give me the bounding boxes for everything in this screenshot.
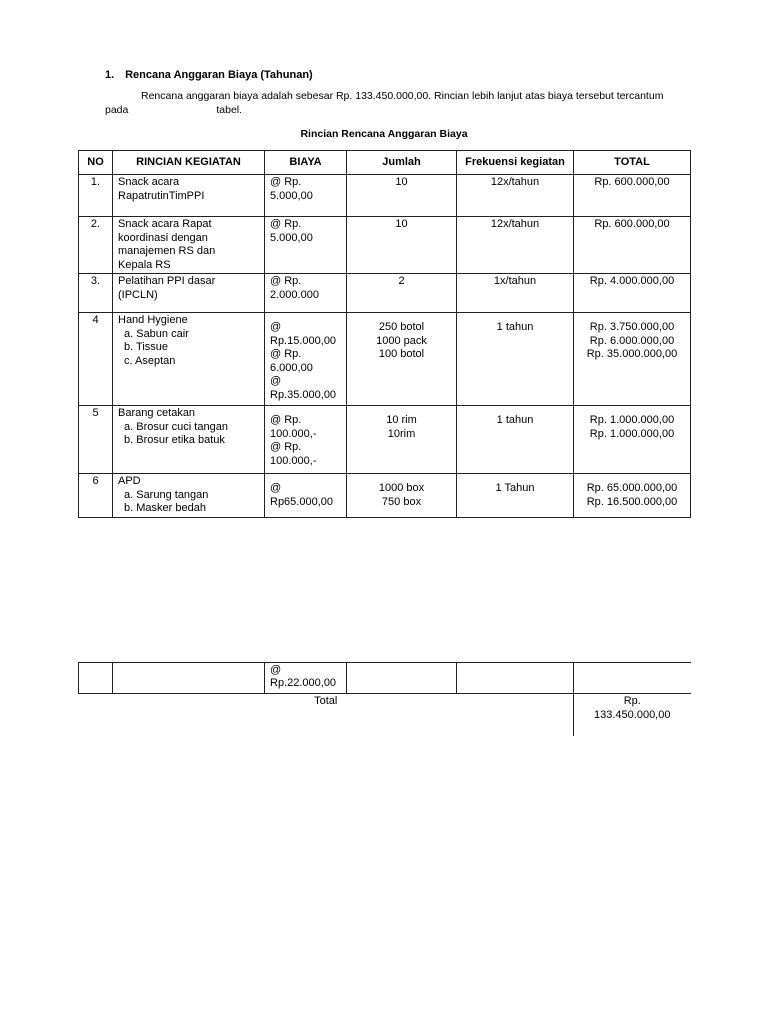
budget-table	[78, 150, 691, 518]
sub-item: a. Sabun cair	[124, 327, 189, 340]
paragraph-line-1: Rencana anggaran biaya adalah sebesar Rp. 133.450.000,00. Rincian lebih lanjut atas biaya tersebut tercantum	[141, 90, 664, 102]
row-biaya: @ Rp. 100.000,- @ Rp. 100.000,-	[265, 406, 347, 474]
cont-total	[574, 663, 691, 694]
row-kegiatan	[113, 474, 265, 518]
row-kegiatan-title: Hand Hygiene	[118, 314, 188, 326]
row-no: 5	[79, 406, 113, 474]
row-no: 4	[79, 313, 113, 406]
row-total: Rp. 600.000,00	[574, 175, 691, 217]
row-kegiatan: Snack acara RapatrutinTimPPI	[113, 175, 265, 217]
row-kegiatan	[113, 313, 265, 406]
row-no: 3.	[79, 274, 113, 313]
row-frekuensi: 12x/tahun	[457, 217, 574, 274]
cont-no	[79, 663, 113, 694]
paragraph-word-tabel: tabel.	[216, 104, 243, 116]
cont-frekuensi	[457, 663, 574, 694]
row-kegiatan	[113, 406, 265, 474]
header-total: TOTAL	[574, 151, 691, 175]
row-total: Rp. 1.000.000,00 Rp. 1.000.000,00	[574, 406, 691, 474]
table-caption: Rincian Rencana Anggaran Biaya	[300, 128, 468, 140]
sub-item: b. Brosur etika batuk	[124, 434, 225, 446]
row-jumlah: 10 rim 10rim	[347, 406, 457, 474]
section-heading	[105, 69, 313, 81]
sub-item: a. Brosur cuci tangan	[124, 420, 228, 433]
total-value: Rp. 133.450.000,00	[574, 694, 691, 736]
sub-item: b. Masker bedah	[124, 502, 206, 514]
header-rincian-kegiatan: RINCIAN KEGIATAN	[113, 151, 265, 175]
row-jumlah: 10	[347, 175, 457, 217]
table-row	[79, 474, 691, 518]
intro-paragraph	[105, 89, 685, 117]
row-no: 2.	[79, 217, 113, 274]
sub-item: c. Aseptan	[124, 354, 176, 367]
header-frekuensi: Frekuensi kegiatan	[457, 151, 574, 175]
total-row	[79, 694, 691, 736]
row-frekuensi: 12x/tahun	[457, 175, 574, 217]
paragraph-word-pada: pada	[105, 104, 129, 116]
header-jumlah: Jumlah	[347, 151, 457, 175]
row-kegiatan-title: Barang cetakan	[118, 407, 196, 419]
row-biaya: @ Rp.15.000,00 @ Rp. 6.000,00 @ Rp.35.000,00	[265, 313, 347, 406]
row-kegiatan: Snack acara Rapat koordinasi dengan manajemen RS dan Kepala RS	[113, 217, 265, 274]
row-no: 1.	[79, 175, 113, 217]
row-jumlah: 2	[347, 274, 457, 313]
row-total: Rp. 3.750.000,00 Rp. 6.000.000,00 Rp. 35.000.000,00	[574, 313, 691, 406]
budget-table-continuation	[78, 662, 691, 736]
table-row	[79, 406, 691, 474]
table-row	[79, 663, 691, 694]
row-biaya: @ Rp. 2.000.000	[265, 274, 347, 313]
row-jumlah: 10	[347, 217, 457, 274]
row-biaya: @ Rp65.000,00	[265, 474, 347, 518]
sub-item: b. Tissue	[124, 341, 169, 353]
row-biaya: @ Rp. 5.000,00	[265, 175, 347, 217]
row-total: Rp. 600.000,00	[574, 217, 691, 274]
cont-biaya: @ Rp.22.000,00	[265, 663, 347, 694]
header-biaya: BIAYA	[265, 151, 347, 175]
row-frekuensi: 1x/tahun	[457, 274, 574, 313]
section-number: 1.	[105, 69, 115, 81]
section-title: Rencana Anggaran Biaya (Tahunan)	[125, 69, 313, 81]
table-row	[79, 274, 691, 313]
row-no: 6	[79, 474, 113, 518]
paragraph-line-2	[105, 103, 685, 117]
header-no: NO	[79, 151, 113, 175]
row-frekuensi: 1 tahun	[457, 313, 574, 406]
table-row	[79, 175, 691, 217]
row-jumlah: 1000 box 750 box	[347, 474, 457, 518]
table-row	[79, 313, 691, 406]
total-label: Total	[79, 694, 574, 736]
row-total: Rp. 4.000.000,00	[574, 274, 691, 313]
row-frekuensi: 1 tahun	[457, 406, 574, 474]
row-biaya: @ Rp. 5.000,00	[265, 217, 347, 274]
row-kegiatan: Pelatihan PPI dasar (IPCLN)	[113, 274, 265, 313]
row-frekuensi: 1 Tahun	[457, 474, 574, 518]
cont-jumlah	[347, 663, 457, 694]
sub-item: a. Sarung tangan	[124, 488, 209, 501]
row-total: Rp. 65.000.000,00 Rp. 16.500.000,00	[574, 474, 691, 518]
row-jumlah: 250 botol 1000 pack 100 botol	[347, 313, 457, 406]
row-kegiatan-title: APD	[118, 475, 141, 487]
table-row	[79, 217, 691, 274]
table-header-row	[79, 151, 691, 175]
cont-kegiatan	[113, 663, 265, 694]
